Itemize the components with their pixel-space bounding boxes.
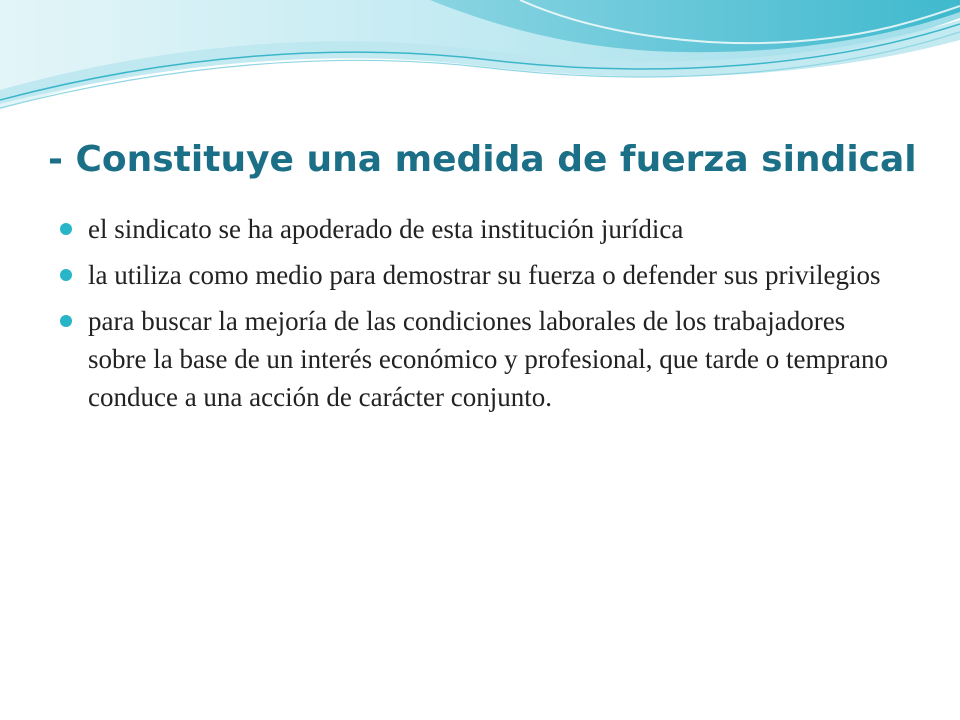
bullet-item — [56, 302, 906, 416]
bullet-item — [56, 210, 906, 248]
bullet-icon — [60, 269, 72, 281]
bullet-item — [56, 256, 906, 294]
bullet-icon — [60, 223, 72, 235]
bullet-text: para buscar la mejoría de las condiciones laborales de los trabajadores sobre la base de un interés económico y profesional, que tarde o temprano conduce a una acción de carácter conjunto. — [88, 306, 888, 412]
bullet-text: el sindicato se ha apoderado de esta institución jurídica — [88, 214, 684, 244]
slide-title: - Constituye una medida de fuerza sindical — [48, 139, 917, 180]
bullet-text: la utiliza como medio para demostrar su fuerza o defender sus privilegios — [88, 260, 881, 290]
bullet-list — [56, 210, 906, 424]
decorative-wave-banner — [0, 0, 960, 140]
bullet-icon — [60, 315, 72, 327]
